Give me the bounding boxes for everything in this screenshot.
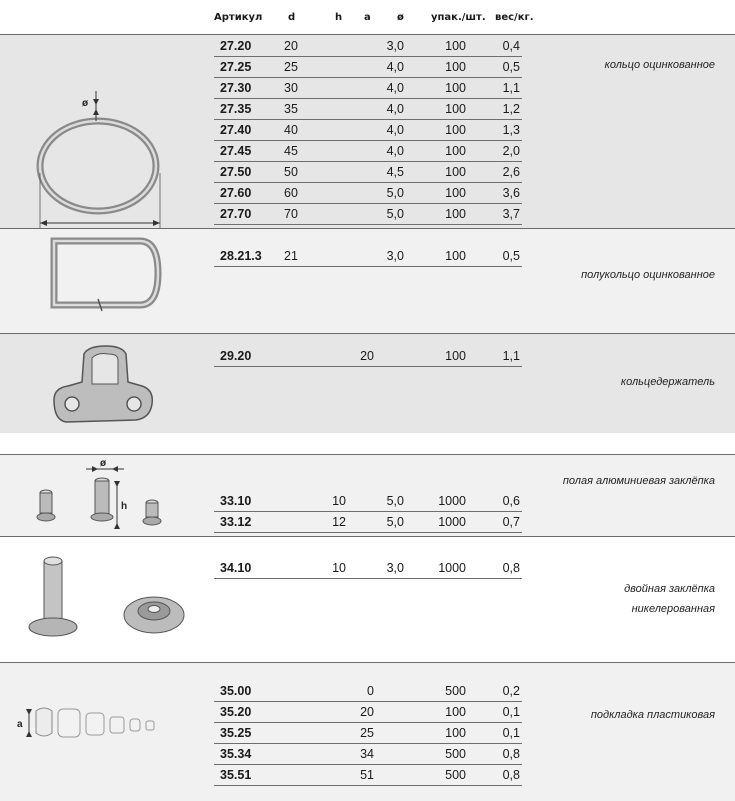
cell-pack: 100 xyxy=(445,123,466,137)
table-row xyxy=(214,183,522,204)
cell-d: 40 xyxy=(284,123,298,137)
cell-diam: 5,0 xyxy=(386,207,404,221)
cell-weight: 1,1 xyxy=(502,81,520,95)
table-row xyxy=(214,681,522,702)
cell-pack: 500 xyxy=(445,768,466,782)
cell-weight: 0,1 xyxy=(502,726,520,740)
cell-a: 25 xyxy=(360,726,374,740)
cell-pack: 100 xyxy=(445,81,466,95)
cell-d: 45 xyxy=(284,144,298,158)
cell-weight: 3,7 xyxy=(502,207,520,221)
table-row xyxy=(214,36,522,57)
cell-weight: 0,2 xyxy=(502,684,520,698)
cell-pack: 100 xyxy=(445,349,466,363)
cell-article: 27.20 xyxy=(220,39,252,53)
col-diameter: ø xyxy=(397,12,404,23)
cell-a: 20 xyxy=(360,705,374,719)
hollow-rivet-icon xyxy=(24,457,174,535)
cell-article: 27.70 xyxy=(220,207,252,221)
cell-weight: 0,7 xyxy=(502,515,520,529)
cell-d: 50 xyxy=(284,165,298,179)
section-label: подкладка пластиковая xyxy=(590,709,715,721)
cell-weight: 1,3 xyxy=(502,123,520,137)
cell-diam: 4,5 xyxy=(386,165,404,179)
cell-article: 35.34 xyxy=(220,747,252,761)
table-row xyxy=(214,723,522,744)
cell-diam: 4,0 xyxy=(386,60,404,74)
cell-article: 27.25 xyxy=(220,60,252,74)
table-row xyxy=(214,765,522,786)
col-weight: вес/кг. xyxy=(495,12,534,23)
cell-pack: 500 xyxy=(445,684,466,698)
cell-pack: 100 xyxy=(445,165,466,179)
cell-pack: 100 xyxy=(445,705,466,719)
cell-pack: 1000 xyxy=(438,561,466,575)
double-rivet-icon xyxy=(24,553,204,653)
cell-article: 35.00 xyxy=(220,684,252,698)
cell-article: 27.45 xyxy=(220,144,252,158)
section-label: кольцедержатель xyxy=(620,376,715,388)
cell-a: 0 xyxy=(367,684,374,698)
cell-article: 29.20 xyxy=(220,349,252,363)
cell-article: 28.21.3 xyxy=(220,249,262,263)
cell-a: 34 xyxy=(360,747,374,761)
table-row xyxy=(214,346,522,367)
cell-pack: 1000 xyxy=(438,515,466,529)
cell-d: 70 xyxy=(284,207,298,221)
ring-holder-plate-icon xyxy=(46,342,156,434)
cell-h: 10 xyxy=(332,494,346,508)
col-h: h xyxy=(335,12,343,23)
cell-article: 34.10 xyxy=(220,561,252,575)
cell-diam: 5,0 xyxy=(386,186,404,200)
cell-a: 20 xyxy=(360,349,374,363)
cell-d: 25 xyxy=(284,60,298,74)
table-row xyxy=(214,558,522,579)
table-row xyxy=(214,78,522,99)
cell-pack: 100 xyxy=(445,39,466,53)
cell-article: 27.60 xyxy=(220,186,252,200)
table-row xyxy=(214,512,522,533)
section-d-ring xyxy=(0,228,735,333)
column-header xyxy=(0,0,735,34)
cell-weight: 1,1 xyxy=(502,349,520,363)
cell-article: 27.40 xyxy=(220,123,252,137)
section-label: двойная заклёпка никелерованная xyxy=(624,583,715,615)
cell-article: 33.10 xyxy=(220,494,252,508)
col-pack: упак./шт. xyxy=(431,12,486,23)
cell-pack: 100 xyxy=(445,726,466,740)
cell-pack: 100 xyxy=(445,144,466,158)
cell-d: 60 xyxy=(284,186,298,200)
col-d: d xyxy=(288,12,296,23)
cell-article: 27.35 xyxy=(220,102,252,116)
cell-diam: 5,0 xyxy=(386,515,404,529)
cell-weight: 0,5 xyxy=(502,60,520,74)
table-row xyxy=(214,702,522,723)
d-ring-icon xyxy=(40,233,170,323)
cell-d: 21 xyxy=(284,249,298,263)
cell-pack: 100 xyxy=(445,60,466,74)
table-row xyxy=(214,491,522,512)
o-ring-icon xyxy=(28,83,178,243)
cell-d: 35 xyxy=(284,102,298,116)
cell-weight: 0,4 xyxy=(502,39,520,53)
cell-diam: 5,0 xyxy=(386,494,404,508)
col-article: Артикул xyxy=(214,12,263,23)
cell-diam: 3,0 xyxy=(386,39,404,53)
washer-a-label: a xyxy=(17,719,23,730)
cell-weight: 2,0 xyxy=(502,144,520,158)
cell-diam: 4,0 xyxy=(386,144,404,158)
cell-article: 33.12 xyxy=(220,515,252,529)
cell-article: 35.25 xyxy=(220,726,252,740)
cell-diam: 3,0 xyxy=(386,561,404,575)
cell-diam: 3,0 xyxy=(386,249,404,263)
cell-article: 35.51 xyxy=(220,768,252,782)
cell-pack: 100 xyxy=(445,249,466,263)
cell-article: 27.50 xyxy=(220,165,252,179)
cell-weight: 2,6 xyxy=(502,165,520,179)
cell-pack: 1000 xyxy=(438,494,466,508)
cell-weight: 0,1 xyxy=(502,705,520,719)
table-row xyxy=(214,246,522,267)
cell-weight: 1,2 xyxy=(502,102,520,116)
cell-h: 12 xyxy=(332,515,346,529)
cell-diam: 4,0 xyxy=(386,123,404,137)
cell-weight: 0,8 xyxy=(502,768,520,782)
rivet-diameter-label: ø xyxy=(100,458,107,469)
cell-weight: 0,6 xyxy=(502,494,520,508)
table-row xyxy=(214,162,522,183)
cell-pack: 100 xyxy=(445,186,466,200)
rivet-h-label: h xyxy=(121,501,128,512)
table-row xyxy=(214,204,522,225)
table-row xyxy=(214,141,522,162)
cell-d: 20 xyxy=(284,39,298,53)
table-row xyxy=(214,99,522,120)
table-row xyxy=(214,57,522,78)
ring-diameter-label: ø xyxy=(82,98,89,109)
cell-weight: 0,8 xyxy=(502,561,520,575)
col-a: a xyxy=(364,12,371,23)
plastic-washer-icon xyxy=(14,701,184,761)
section-label: кольцо оцинкованное xyxy=(604,59,715,71)
cell-d: 30 xyxy=(284,81,298,95)
cell-pack: 500 xyxy=(445,747,466,761)
cell-h: 10 xyxy=(332,561,346,575)
table-row xyxy=(214,744,522,765)
cell-pack: 100 xyxy=(445,207,466,221)
cell-weight: 0,8 xyxy=(502,747,520,761)
cell-article: 27.30 xyxy=(220,81,252,95)
section-label: полая алюминиевая заклёпка xyxy=(562,475,715,487)
cell-pack: 100 xyxy=(445,102,466,116)
cell-weight: 0,5 xyxy=(502,249,520,263)
cell-a: 51 xyxy=(360,768,374,782)
cell-diam: 4,0 xyxy=(386,81,404,95)
section-label: полукольцо оцинкованное xyxy=(581,269,715,281)
table-row xyxy=(214,120,522,141)
cell-article: 35.20 xyxy=(220,705,252,719)
cell-weight: 3,6 xyxy=(502,186,520,200)
cell-diam: 4,0 xyxy=(386,102,404,116)
section-double-rivet xyxy=(0,536,735,662)
